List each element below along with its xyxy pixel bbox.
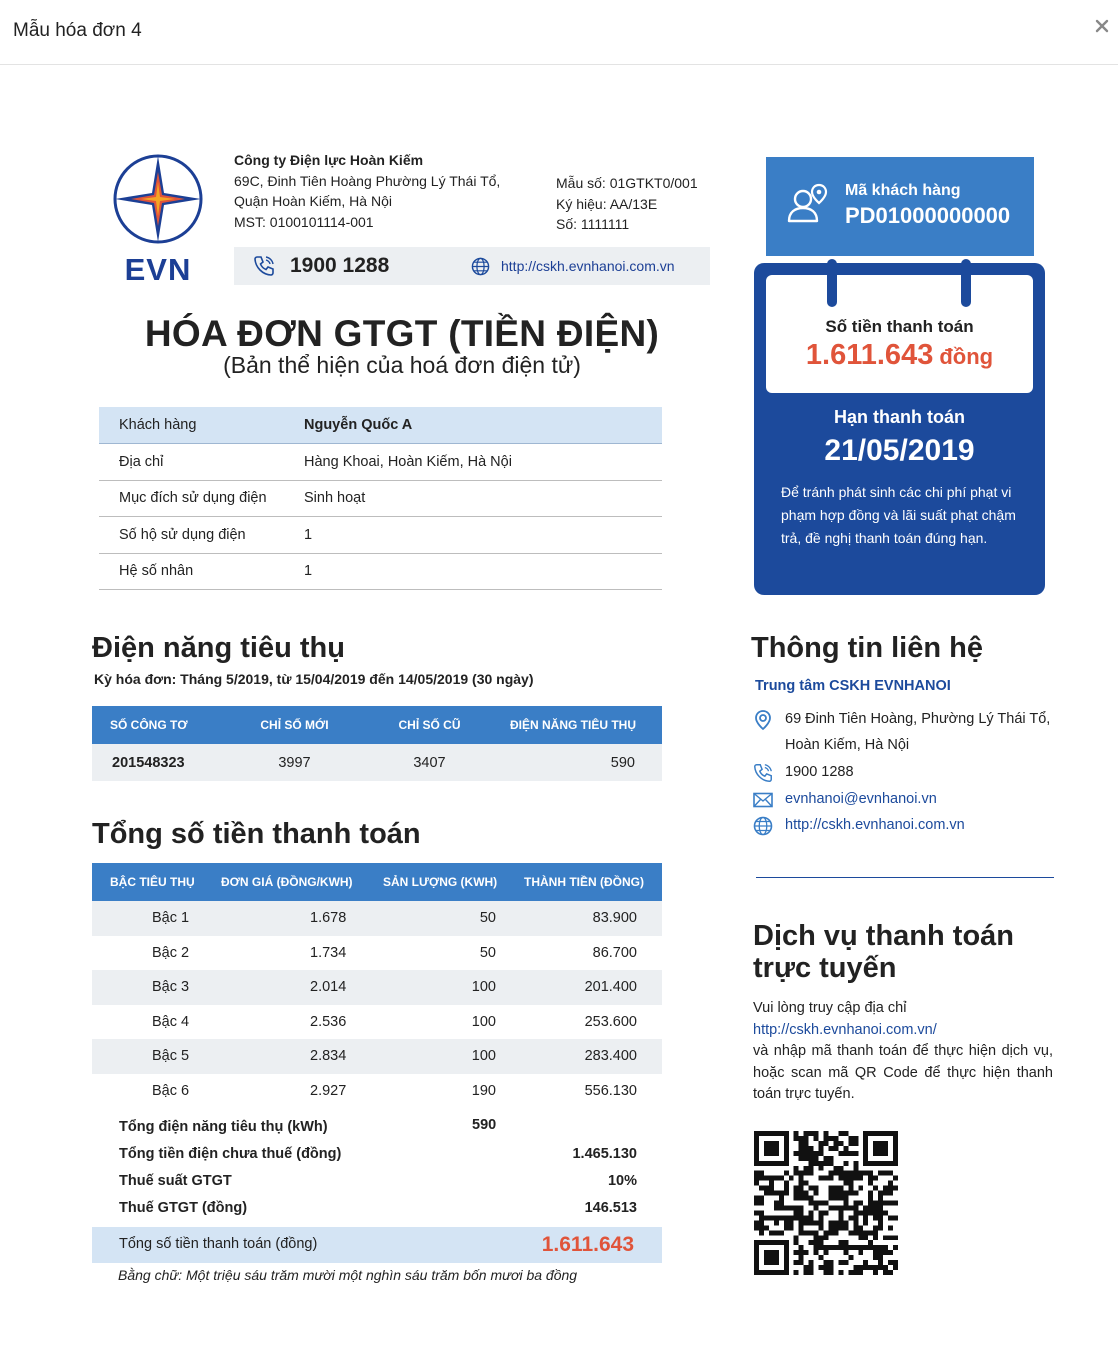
tier-quantity: 50 [479,944,496,961]
address-label: Địa chỉ [99,444,304,481]
table-row [99,553,662,590]
globe-icon [752,815,774,837]
payment-amount-label: Số tiền thanh toán [825,317,974,336]
purpose-value: Sinh hoạt [304,480,662,517]
online-link[interactable]: http://cskh.evnhanoi.com.vn/ [753,1021,937,1038]
payment-title: Tổng số tiền thanh toán [92,818,421,850]
online-title-line2: trực tuyến [753,952,897,984]
tier-amount: 86.700 [592,944,637,961]
pre-tax-label: Tổng tiền điện chưa thuế (đồng) [119,1146,342,1162]
tier-name: Bậc 3 [92,970,217,1005]
tier-amount: 556.130 [584,1082,637,1099]
invoice-number: Số: 1111111 [556,216,630,232]
customer-code-box [766,157,1034,256]
tier-price: 2.927 [310,1082,347,1099]
hotline-number: 1900 1288 [290,254,390,277]
column-header: THÀNH TIỀN (ĐỒNG) [512,863,662,901]
consumption-title: Điện năng tiêu thụ [92,632,345,664]
column-header: CHỈ SỐ CŨ [362,706,497,744]
online-instructions: và nhập mã thanh toán để thực hiện dịch vụ, hoặc scan mã QR Code để thực hiện thanh toán trực tuyến. [753,1043,1053,1102]
tier-quantity: 100 [377,970,512,1005]
contact-title: Thông tin liên hệ [751,632,983,664]
table-row [92,744,662,781]
grand-total-value: 1.611.643 [541,1233,634,1256]
tier-quantity: 100 [377,1039,512,1074]
table-row [99,444,662,481]
pre-tax-value: 1.465.130 [572,1146,637,1162]
grand-total-row [92,1227,662,1263]
online-payment-text [753,998,1053,1106]
new-reading: 3997 [227,744,362,781]
contact-address-line1: 69 Đinh Tiên Hoàng, Phường Lý Thái Tổ, [785,711,1051,727]
company-name: Công ty Điện lực Hoàn Kiếm [234,152,424,168]
column-header: ĐƠN GIÁ (ĐỒNG/KWH) [217,863,377,901]
table-row [92,1039,662,1074]
invoice-meta [556,173,698,235]
due-date-label: Hạn thanh toán [834,407,965,427]
tier-name: Bậc 2 [152,944,190,961]
column-header: CHỈ SỐ MỚI [227,706,362,744]
tier-price: 1.734 [310,944,347,961]
payment-summary [92,1113,662,1221]
contact-website-value[interactable]: http://cskh.evnhanoi.com.vn [785,817,965,833]
phone-icon [752,762,774,784]
payment-amount [766,339,1033,372]
vat-value: 146.513 [584,1200,637,1216]
invoice-symbol: Ký hiệu: AA/13E [556,195,658,212]
online-title-line1: Dịch vụ thanh toán [753,920,1014,952]
tier-name: Bậc 4 [152,1013,190,1030]
table-row [99,517,662,554]
table-row [92,901,662,936]
table-row [99,407,662,444]
billing-period: Kỳ hóa đơn: Tháng 5/2019, từ 15/04/2019 đến 14/05/2019 (30 ngày) [94,671,534,687]
column-header: BẬC TIÊU THỤ [92,863,217,901]
tier-quantity: 50 [377,901,512,936]
column-header: SỐ CÔNG TƠ [92,706,227,744]
contact-address-line2: Hoàn Kiếm, Hà Nội [785,737,910,753]
contact-bar [234,247,710,285]
table-row [92,1005,662,1040]
summary-row [92,1194,662,1221]
online-intro: Vui lòng truy cập địa chỉ [753,1000,907,1016]
table-header-row [92,863,662,901]
tier-amount: 201.400 [512,970,662,1005]
company-info [234,150,500,232]
multiplier-label: Hệ số nhân [99,553,304,590]
invoice-subtitle: (Bản thể hiện của hoá đơn điện tử) [223,352,581,378]
tier-price: 2.536 [310,1013,347,1030]
meter-table [92,706,662,781]
qr-code-icon [754,1131,898,1275]
customer-label: Khách hàng [99,407,304,444]
calendar-ring [827,259,837,307]
tier-price: 2.834 [217,1039,377,1074]
payment-amount-unit: đồng [939,344,994,369]
location-icon [752,709,774,731]
amount-in-words: Bằng chữ: Một triệu sáu trăm mười một nghìn sáu trăm bốn mươi ba đồng [118,1267,578,1283]
online-payment-title [753,920,1014,984]
payment-card [754,263,1045,595]
company-address-line2: Quận Hoàn Kiếm, Hà Nội [234,193,392,209]
tier-name: Bậc 5 [92,1039,217,1074]
tier-amount: 83.900 [512,901,662,936]
globe-icon [471,257,490,276]
phone-icon [252,254,276,278]
total-kwh-label: Tổng điện năng tiêu thụ (kWh) [119,1119,328,1135]
due-date-value: 21/05/2019 [824,434,975,467]
contact-email-value[interactable]: evnhanoi@evnhanoi.vn [785,791,937,807]
summary-row [92,1113,662,1140]
vat-rate-value: 10% [607,1173,637,1189]
payment-amount-panel [766,275,1033,393]
tier-amount: 253.600 [584,1013,637,1030]
households-label: Số hộ sử dụng điện [99,517,304,554]
tier-name: Bậc 1 [92,901,217,936]
table-header-row [92,706,662,744]
vat-label: Thuế GTGT (đồng) [119,1200,248,1216]
evn-logo [111,152,205,287]
households-value: 1 [304,517,662,554]
meter-number: 201548323 [92,744,227,781]
form-number: Mẫu số: 01GTKT0/001 [556,175,698,191]
table-row [99,480,662,517]
close-icon[interactable] [1092,16,1112,36]
table-row [92,1074,662,1109]
column-header: SẢN LƯỢNG (KWH) [377,863,512,901]
payment-amount-value: 1.611.643 [805,339,934,371]
mail-icon [752,789,774,811]
multiplier-value: 1 [304,553,662,590]
tier-quantity: 100 [471,1013,496,1030]
summary-row [92,1140,662,1167]
table-row [92,970,662,1005]
contact-phone-value: 1900 1288 [785,764,854,780]
modal-header [0,0,1118,65]
evn-star-icon [111,152,205,246]
customer-value: Nguyễn Quốc A [304,407,662,444]
purpose-label: Mục đích sử dụng điện [99,480,304,517]
calendar-ring [961,259,971,307]
customer-code-label: Mã khách hàng [845,182,961,199]
tier-price: 1.678 [217,901,377,936]
grand-total-label: Tổng số tiền thanh toán (đồng) [119,1236,318,1252]
company-address-line1: 69C, Đinh Tiên Hoàng Phường Lý Thái Tổ, [234,172,501,189]
tier-amount: 283.400 [512,1039,662,1074]
website-link[interactable]: http://cskh.evnhanoi.com.vn [501,258,675,274]
total-kwh-value: 590 [472,1117,497,1133]
vat-rate-label: Thuế suất GTGT [119,1173,232,1189]
invoice-title: HÓA ĐƠN GTGT (TIỀN ĐIỆN) [144,313,660,354]
company-tax-code: MST: 0100101114-001 [234,213,374,230]
address-value: Hàng Khoai, Hoàn Kiếm, Hà Nội [304,444,662,481]
qr-modules [754,1131,898,1275]
consumption-value: 590 [497,744,662,781]
summary-row [92,1167,662,1194]
tier-quantity: 190 [471,1082,496,1099]
old-reading: 3407 [362,744,497,781]
tier-name: Bậc 6 [152,1082,190,1099]
divider [756,877,1054,878]
column-header: ĐIỆN NĂNG TIÊU THỤ [497,706,662,744]
customer-table [99,407,662,590]
modal-title: Mẫu hóa đơn 4 [13,20,142,41]
customer-code-value: PD01000000000 [845,203,1011,228]
table-row [92,936,662,971]
tier-table [92,863,662,1108]
tier-price: 2.014 [217,970,377,1005]
contact-center: Trung tâm CSKH EVNHANOI [755,678,951,694]
logo-text: EVN [124,252,192,287]
due-note: Để tránh phát sinh các chi phí phạt vi phạm hợp đồng và lãi suất phạt chậm trả, đề nghị thanh toán đúng hạn. [781,484,1016,546]
user-location-icon [786,182,830,226]
